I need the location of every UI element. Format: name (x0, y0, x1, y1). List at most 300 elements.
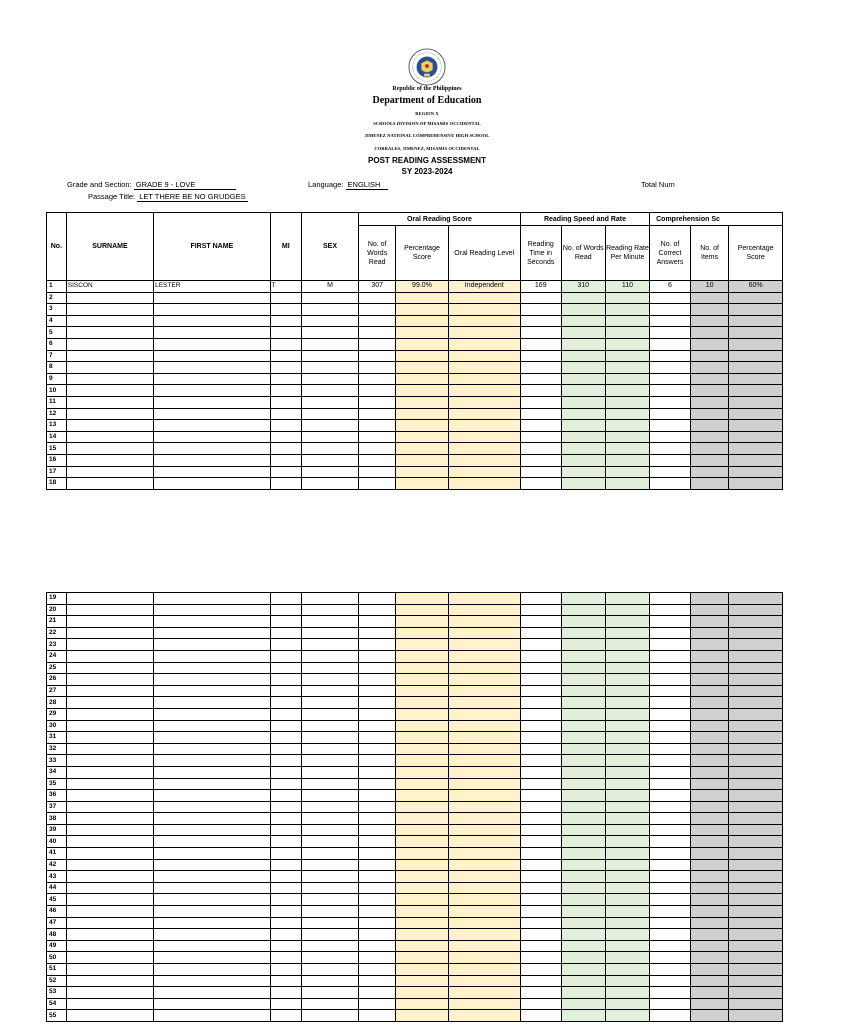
words-read-2-cell[interactable] (561, 790, 605, 802)
percentage-2-cell[interactable] (729, 304, 783, 316)
reading-rate-cell[interactable] (605, 894, 649, 906)
words-read-cell[interactable] (359, 975, 396, 987)
words-read-2-cell[interactable] (561, 1010, 605, 1022)
percentage-cell[interactable] (396, 478, 448, 490)
first-name-cell[interactable] (154, 604, 270, 616)
items-cell[interactable] (690, 882, 728, 894)
words-read-cell[interactable] (359, 778, 396, 790)
oral-level-cell[interactable] (448, 871, 520, 883)
reading-rate-cell[interactable] (605, 292, 649, 304)
first-name-cell[interactable] (154, 824, 270, 836)
words-read-cell[interactable] (359, 396, 396, 408)
reading-time-cell[interactable] (520, 674, 561, 686)
oral-level-cell[interactable] (448, 639, 520, 651)
percentage-2-cell[interactable] (729, 998, 783, 1010)
surname-cell[interactable] (66, 478, 153, 490)
first-name-cell[interactable]: LESTER (154, 281, 270, 293)
words-read-2-cell[interactable] (561, 650, 605, 662)
surname-cell[interactable] (66, 998, 153, 1010)
oral-level-cell[interactable] (448, 708, 520, 720)
percentage-cell[interactable] (396, 431, 448, 443)
reading-time-cell[interactable]: 169 (520, 281, 561, 293)
surname-cell[interactable] (66, 373, 153, 385)
reading-rate-cell[interactable] (605, 604, 649, 616)
percentage-2-cell[interactable] (729, 964, 783, 976)
reading-rate-cell[interactable] (605, 338, 649, 350)
words-read-2-cell[interactable] (561, 894, 605, 906)
surname-cell[interactable] (66, 766, 153, 778)
first-name-cell[interactable] (154, 362, 270, 374)
mi-cell[interactable] (270, 975, 301, 987)
words-read-cell[interactable] (359, 952, 396, 964)
oral-level-cell[interactable] (448, 720, 520, 732)
mi-cell[interactable] (270, 697, 301, 709)
percentage-2-cell[interactable] (729, 871, 783, 883)
percentage-2-cell[interactable] (729, 952, 783, 964)
surname-cell[interactable] (66, 859, 153, 871)
correct-answers-cell[interactable] (650, 836, 691, 848)
surname-cell[interactable] (66, 593, 153, 605)
percentage-cell[interactable] (396, 801, 448, 813)
items-cell[interactable] (690, 431, 728, 443)
reading-rate-cell[interactable] (605, 859, 649, 871)
reading-time-cell[interactable] (520, 790, 561, 802)
percentage-2-cell[interactable] (729, 940, 783, 952)
surname-cell[interactable]: SISCON (66, 281, 153, 293)
correct-answers-cell[interactable] (650, 871, 691, 883)
first-name-cell[interactable] (154, 697, 270, 709)
mi-cell[interactable] (270, 790, 301, 802)
words-read-cell[interactable] (359, 801, 396, 813)
items-cell[interactable] (690, 859, 728, 871)
surname-cell[interactable] (66, 987, 153, 999)
reading-time-cell[interactable] (520, 443, 561, 455)
words-read-cell[interactable] (359, 443, 396, 455)
reading-time-cell[interactable] (520, 385, 561, 397)
items-cell[interactable] (690, 662, 728, 674)
reading-time-cell[interactable] (520, 743, 561, 755)
percentage-2-cell[interactable] (729, 338, 783, 350)
first-name-cell[interactable] (154, 338, 270, 350)
mi-cell[interactable] (270, 292, 301, 304)
words-read-2-cell[interactable] (561, 604, 605, 616)
percentage-2-cell[interactable] (729, 708, 783, 720)
surname-cell[interactable] (66, 650, 153, 662)
words-read-2-cell[interactable] (561, 627, 605, 639)
mi-cell[interactable] (270, 685, 301, 697)
correct-answers-cell[interactable] (650, 327, 691, 339)
reading-time-cell[interactable] (520, 755, 561, 767)
words-read-cell[interactable] (359, 871, 396, 883)
oral-level-cell[interactable] (448, 315, 520, 327)
sex-cell[interactable] (302, 917, 359, 929)
reading-rate-cell[interactable] (605, 1010, 649, 1022)
words-read-2-cell[interactable] (561, 929, 605, 941)
correct-answers-cell[interactable] (650, 790, 691, 802)
first-name-cell[interactable] (154, 766, 270, 778)
reading-rate-cell[interactable] (605, 917, 649, 929)
sex-cell[interactable] (301, 408, 358, 420)
first-name-cell[interactable] (154, 431, 270, 443)
sex-cell[interactable] (302, 964, 359, 976)
correct-answers-cell[interactable] (650, 338, 691, 350)
items-cell[interactable] (690, 616, 728, 628)
words-read-cell[interactable] (359, 720, 396, 732)
oral-level-cell[interactable] (448, 650, 520, 662)
sex-cell[interactable] (301, 385, 358, 397)
surname-cell[interactable] (66, 975, 153, 987)
sex-cell[interactable] (302, 836, 359, 848)
words-read-cell[interactable] (359, 674, 396, 686)
sex-cell[interactable] (302, 685, 359, 697)
percentage-cell[interactable] (396, 338, 448, 350)
words-read-2-cell[interactable] (561, 906, 605, 918)
percentage-2-cell[interactable] (729, 593, 783, 605)
mi-cell[interactable] (270, 443, 301, 455)
words-read-2-cell[interactable] (561, 859, 605, 871)
items-cell[interactable] (690, 778, 728, 790)
percentage-2-cell[interactable] (729, 396, 783, 408)
reading-time-cell[interactable] (520, 813, 561, 825)
first-name-cell[interactable] (154, 315, 270, 327)
surname-cell[interactable] (66, 315, 153, 327)
words-read-cell[interactable] (359, 929, 396, 941)
oral-level-cell[interactable] (448, 1010, 520, 1022)
oral-level-cell[interactable] (448, 778, 520, 790)
reading-time-cell[interactable] (520, 431, 561, 443)
reading-rate-cell[interactable] (605, 315, 649, 327)
correct-answers-cell[interactable] (650, 350, 691, 362)
items-cell[interactable] (690, 315, 728, 327)
items-cell[interactable] (690, 408, 728, 420)
sex-cell[interactable] (302, 998, 359, 1010)
reading-rate-cell[interactable] (605, 732, 649, 744)
correct-answers-cell[interactable] (650, 674, 691, 686)
oral-level-cell[interactable] (448, 627, 520, 639)
words-read-cell[interactable] (359, 1010, 396, 1022)
words-read-2-cell[interactable] (561, 940, 605, 952)
words-read-2-cell[interactable] (561, 766, 605, 778)
percentage-cell[interactable] (396, 685, 448, 697)
first-name-cell[interactable] (154, 292, 270, 304)
percentage-2-cell[interactable] (729, 443, 783, 455)
percentage-2-cell[interactable] (729, 327, 783, 339)
reading-rate-cell[interactable] (605, 674, 649, 686)
first-name-cell[interactable] (154, 952, 270, 964)
percentage-cell[interactable] (396, 906, 448, 918)
oral-level-cell[interactable] (448, 431, 520, 443)
percentage-2-cell[interactable] (729, 766, 783, 778)
sex-cell[interactable] (302, 929, 359, 941)
percentage-cell[interactable] (396, 755, 448, 767)
items-cell[interactable] (690, 940, 728, 952)
reading-rate-cell[interactable] (605, 454, 649, 466)
surname-cell[interactable] (66, 362, 153, 374)
reading-time-cell[interactable] (520, 708, 561, 720)
reading-rate-cell[interactable] (605, 708, 649, 720)
words-read-2-cell[interactable] (561, 674, 605, 686)
percentage-cell[interactable] (396, 454, 448, 466)
oral-level-cell[interactable] (448, 964, 520, 976)
words-read-cell[interactable] (359, 604, 396, 616)
correct-answers-cell[interactable] (650, 385, 691, 397)
items-cell[interactable] (690, 362, 728, 374)
reading-time-cell[interactable] (520, 697, 561, 709)
surname-cell[interactable] (66, 848, 153, 860)
words-read-2-cell[interactable] (561, 616, 605, 628)
reading-rate-cell[interactable] (605, 327, 649, 339)
percentage-cell[interactable] (396, 952, 448, 964)
first-name-cell[interactable] (154, 859, 270, 871)
sex-cell[interactable] (302, 708, 359, 720)
oral-level-cell[interactable] (448, 604, 520, 616)
oral-level-cell[interactable] (448, 685, 520, 697)
items-cell[interactable] (690, 755, 728, 767)
reading-time-cell[interactable] (520, 801, 561, 813)
percentage-2-cell[interactable] (729, 906, 783, 918)
items-cell[interactable] (690, 338, 728, 350)
surname-cell[interactable] (66, 952, 153, 964)
first-name-cell[interactable] (154, 836, 270, 848)
mi-cell[interactable] (270, 604, 301, 616)
oral-level-cell[interactable] (448, 755, 520, 767)
first-name-cell[interactable] (154, 478, 270, 490)
percentage-cell[interactable] (396, 882, 448, 894)
reading-time-cell[interactable] (520, 604, 561, 616)
words-read-2-cell[interactable] (561, 662, 605, 674)
sex-cell[interactable] (302, 848, 359, 860)
percentage-cell[interactable] (396, 940, 448, 952)
mi-cell[interactable] (270, 327, 301, 339)
words-read-cell[interactable] (359, 420, 396, 432)
reading-time-cell[interactable] (520, 824, 561, 836)
words-read-cell[interactable] (359, 292, 396, 304)
words-read-cell[interactable] (359, 882, 396, 894)
mi-cell[interactable] (270, 466, 301, 478)
reading-time-cell[interactable] (520, 454, 561, 466)
mi-cell[interactable] (270, 674, 301, 686)
oral-level-cell[interactable] (448, 338, 520, 350)
items-cell[interactable] (690, 478, 728, 490)
surname-cell[interactable] (66, 443, 153, 455)
reading-rate-cell[interactable] (605, 396, 649, 408)
correct-answers-cell[interactable] (650, 906, 691, 918)
reading-time-cell[interactable] (520, 906, 561, 918)
words-read-cell[interactable] (359, 616, 396, 628)
first-name-cell[interactable] (154, 674, 270, 686)
reading-rate-cell[interactable] (605, 697, 649, 709)
percentage-cell[interactable] (396, 350, 448, 362)
reading-rate-cell[interactable] (605, 408, 649, 420)
sex-cell[interactable] (302, 871, 359, 883)
reading-rate-cell[interactable] (605, 964, 649, 976)
words-read-2-cell[interactable] (561, 987, 605, 999)
mi-cell[interactable] (270, 836, 301, 848)
reading-time-cell[interactable] (520, 964, 561, 976)
correct-answers-cell[interactable] (650, 824, 691, 836)
percentage-cell[interactable] (396, 466, 448, 478)
reading-rate-cell[interactable] (605, 778, 649, 790)
percentage-2-cell[interactable] (729, 987, 783, 999)
words-read-2-cell[interactable] (561, 304, 605, 316)
surname-cell[interactable] (66, 813, 153, 825)
reading-rate-cell[interactable] (605, 836, 649, 848)
sex-cell[interactable] (301, 362, 358, 374)
percentage-cell[interactable] (396, 385, 448, 397)
percentage-2-cell[interactable] (729, 720, 783, 732)
surname-cell[interactable] (66, 431, 153, 443)
percentage-cell[interactable] (396, 743, 448, 755)
sex-cell[interactable] (302, 813, 359, 825)
correct-answers-cell[interactable] (650, 929, 691, 941)
percentage-2-cell[interactable] (729, 466, 783, 478)
mi-cell[interactable] (270, 408, 301, 420)
surname-cell[interactable] (66, 824, 153, 836)
surname-cell[interactable] (66, 697, 153, 709)
words-read-cell[interactable] (359, 836, 396, 848)
sex-cell[interactable] (302, 975, 359, 987)
oral-level-cell[interactable] (448, 327, 520, 339)
words-read-2-cell[interactable] (561, 836, 605, 848)
correct-answers-cell[interactable] (650, 685, 691, 697)
oral-level-cell[interactable] (448, 697, 520, 709)
percentage-2-cell[interactable] (729, 674, 783, 686)
oral-level-cell[interactable]: Independent (448, 281, 520, 293)
surname-cell[interactable] (66, 616, 153, 628)
mi-cell[interactable] (270, 478, 301, 490)
first-name-cell[interactable] (154, 906, 270, 918)
percentage-2-cell[interactable] (729, 408, 783, 420)
first-name-cell[interactable] (154, 929, 270, 941)
words-read-2-cell[interactable] (561, 362, 605, 374)
first-name-cell[interactable] (154, 443, 270, 455)
percentage-cell[interactable] (396, 650, 448, 662)
mi-cell[interactable] (270, 894, 301, 906)
reading-time-cell[interactable] (520, 952, 561, 964)
reading-rate-cell[interactable] (605, 766, 649, 778)
reading-time-cell[interactable] (520, 478, 561, 490)
words-read-2-cell[interactable] (561, 998, 605, 1010)
reading-rate-cell[interactable] (605, 639, 649, 651)
reading-rate-cell[interactable] (605, 813, 649, 825)
correct-answers-cell[interactable] (650, 292, 691, 304)
reading-rate-cell[interactable] (605, 871, 649, 883)
words-read-cell[interactable] (359, 964, 396, 976)
words-read-cell[interactable] (359, 338, 396, 350)
words-read-cell[interactable] (359, 385, 396, 397)
percentage-2-cell[interactable] (729, 778, 783, 790)
words-read-cell[interactable] (359, 593, 396, 605)
percentage-cell[interactable] (396, 766, 448, 778)
correct-answers-cell[interactable] (650, 766, 691, 778)
mi-cell[interactable] (270, 396, 301, 408)
sex-cell[interactable] (301, 338, 358, 350)
words-read-cell[interactable] (359, 697, 396, 709)
oral-level-cell[interactable] (448, 743, 520, 755)
sex-cell[interactable] (301, 373, 358, 385)
correct-answers-cell[interactable] (650, 650, 691, 662)
percentage-cell[interactable] (396, 593, 448, 605)
items-cell[interactable] (690, 743, 728, 755)
correct-answers-cell[interactable] (650, 443, 691, 455)
correct-answers-cell[interactable] (650, 478, 691, 490)
percentage-cell[interactable] (396, 964, 448, 976)
oral-level-cell[interactable] (448, 952, 520, 964)
sex-cell[interactable] (302, 766, 359, 778)
percentage-cell[interactable] (396, 315, 448, 327)
items-cell[interactable] (690, 292, 728, 304)
reading-time-cell[interactable] (520, 987, 561, 999)
sex-cell[interactable] (301, 350, 358, 362)
percentage-2-cell[interactable] (729, 650, 783, 662)
reading-time-cell[interactable] (520, 616, 561, 628)
reading-rate-cell[interactable] (605, 662, 649, 674)
percentage-cell[interactable] (396, 778, 448, 790)
oral-level-cell[interactable] (448, 593, 520, 605)
words-read-2-cell[interactable] (561, 848, 605, 860)
percentage-2-cell[interactable] (729, 697, 783, 709)
first-name-cell[interactable] (154, 964, 270, 976)
percentage-cell[interactable] (396, 894, 448, 906)
sex-cell[interactable] (302, 790, 359, 802)
first-name-cell[interactable] (154, 917, 270, 929)
oral-level-cell[interactable] (448, 385, 520, 397)
reading-time-cell[interactable] (520, 304, 561, 316)
sex-cell[interactable] (302, 987, 359, 999)
words-read-cell[interactable] (359, 824, 396, 836)
surname-cell[interactable] (66, 327, 153, 339)
surname-cell[interactable] (66, 836, 153, 848)
reading-rate-cell[interactable] (605, 350, 649, 362)
words-read-2-cell[interactable] (561, 871, 605, 883)
mi-cell[interactable] (270, 778, 301, 790)
first-name-cell[interactable] (154, 350, 270, 362)
reading-time-cell[interactable] (520, 882, 561, 894)
reading-time-cell[interactable] (520, 766, 561, 778)
correct-answers-cell[interactable] (650, 952, 691, 964)
mi-cell[interactable] (270, 708, 301, 720)
correct-answers-cell[interactable] (650, 998, 691, 1010)
oral-level-cell[interactable] (448, 859, 520, 871)
percentage-2-cell[interactable] (729, 975, 783, 987)
sex-cell[interactable] (301, 443, 358, 455)
mi-cell[interactable] (270, 639, 301, 651)
percentage-2-cell[interactable] (729, 790, 783, 802)
first-name-cell[interactable] (154, 639, 270, 651)
oral-level-cell[interactable] (448, 443, 520, 455)
sex-cell[interactable] (302, 755, 359, 767)
words-read-cell[interactable] (359, 998, 396, 1010)
oral-level-cell[interactable] (448, 454, 520, 466)
oral-level-cell[interactable] (448, 362, 520, 374)
words-read-2-cell[interactable] (561, 454, 605, 466)
words-read-cell[interactable] (359, 906, 396, 918)
percentage-cell[interactable] (396, 1010, 448, 1022)
first-name-cell[interactable] (154, 304, 270, 316)
reading-time-cell[interactable] (520, 859, 561, 871)
items-cell[interactable] (690, 373, 728, 385)
oral-level-cell[interactable] (448, 917, 520, 929)
items-cell[interactable] (690, 720, 728, 732)
items-cell[interactable] (690, 766, 728, 778)
reading-time-cell[interactable] (520, 327, 561, 339)
first-name-cell[interactable] (154, 998, 270, 1010)
sex-cell[interactable] (302, 732, 359, 744)
surname-cell[interactable] (66, 882, 153, 894)
first-name-cell[interactable] (154, 940, 270, 952)
oral-level-cell[interactable] (448, 894, 520, 906)
reading-time-cell[interactable] (520, 627, 561, 639)
